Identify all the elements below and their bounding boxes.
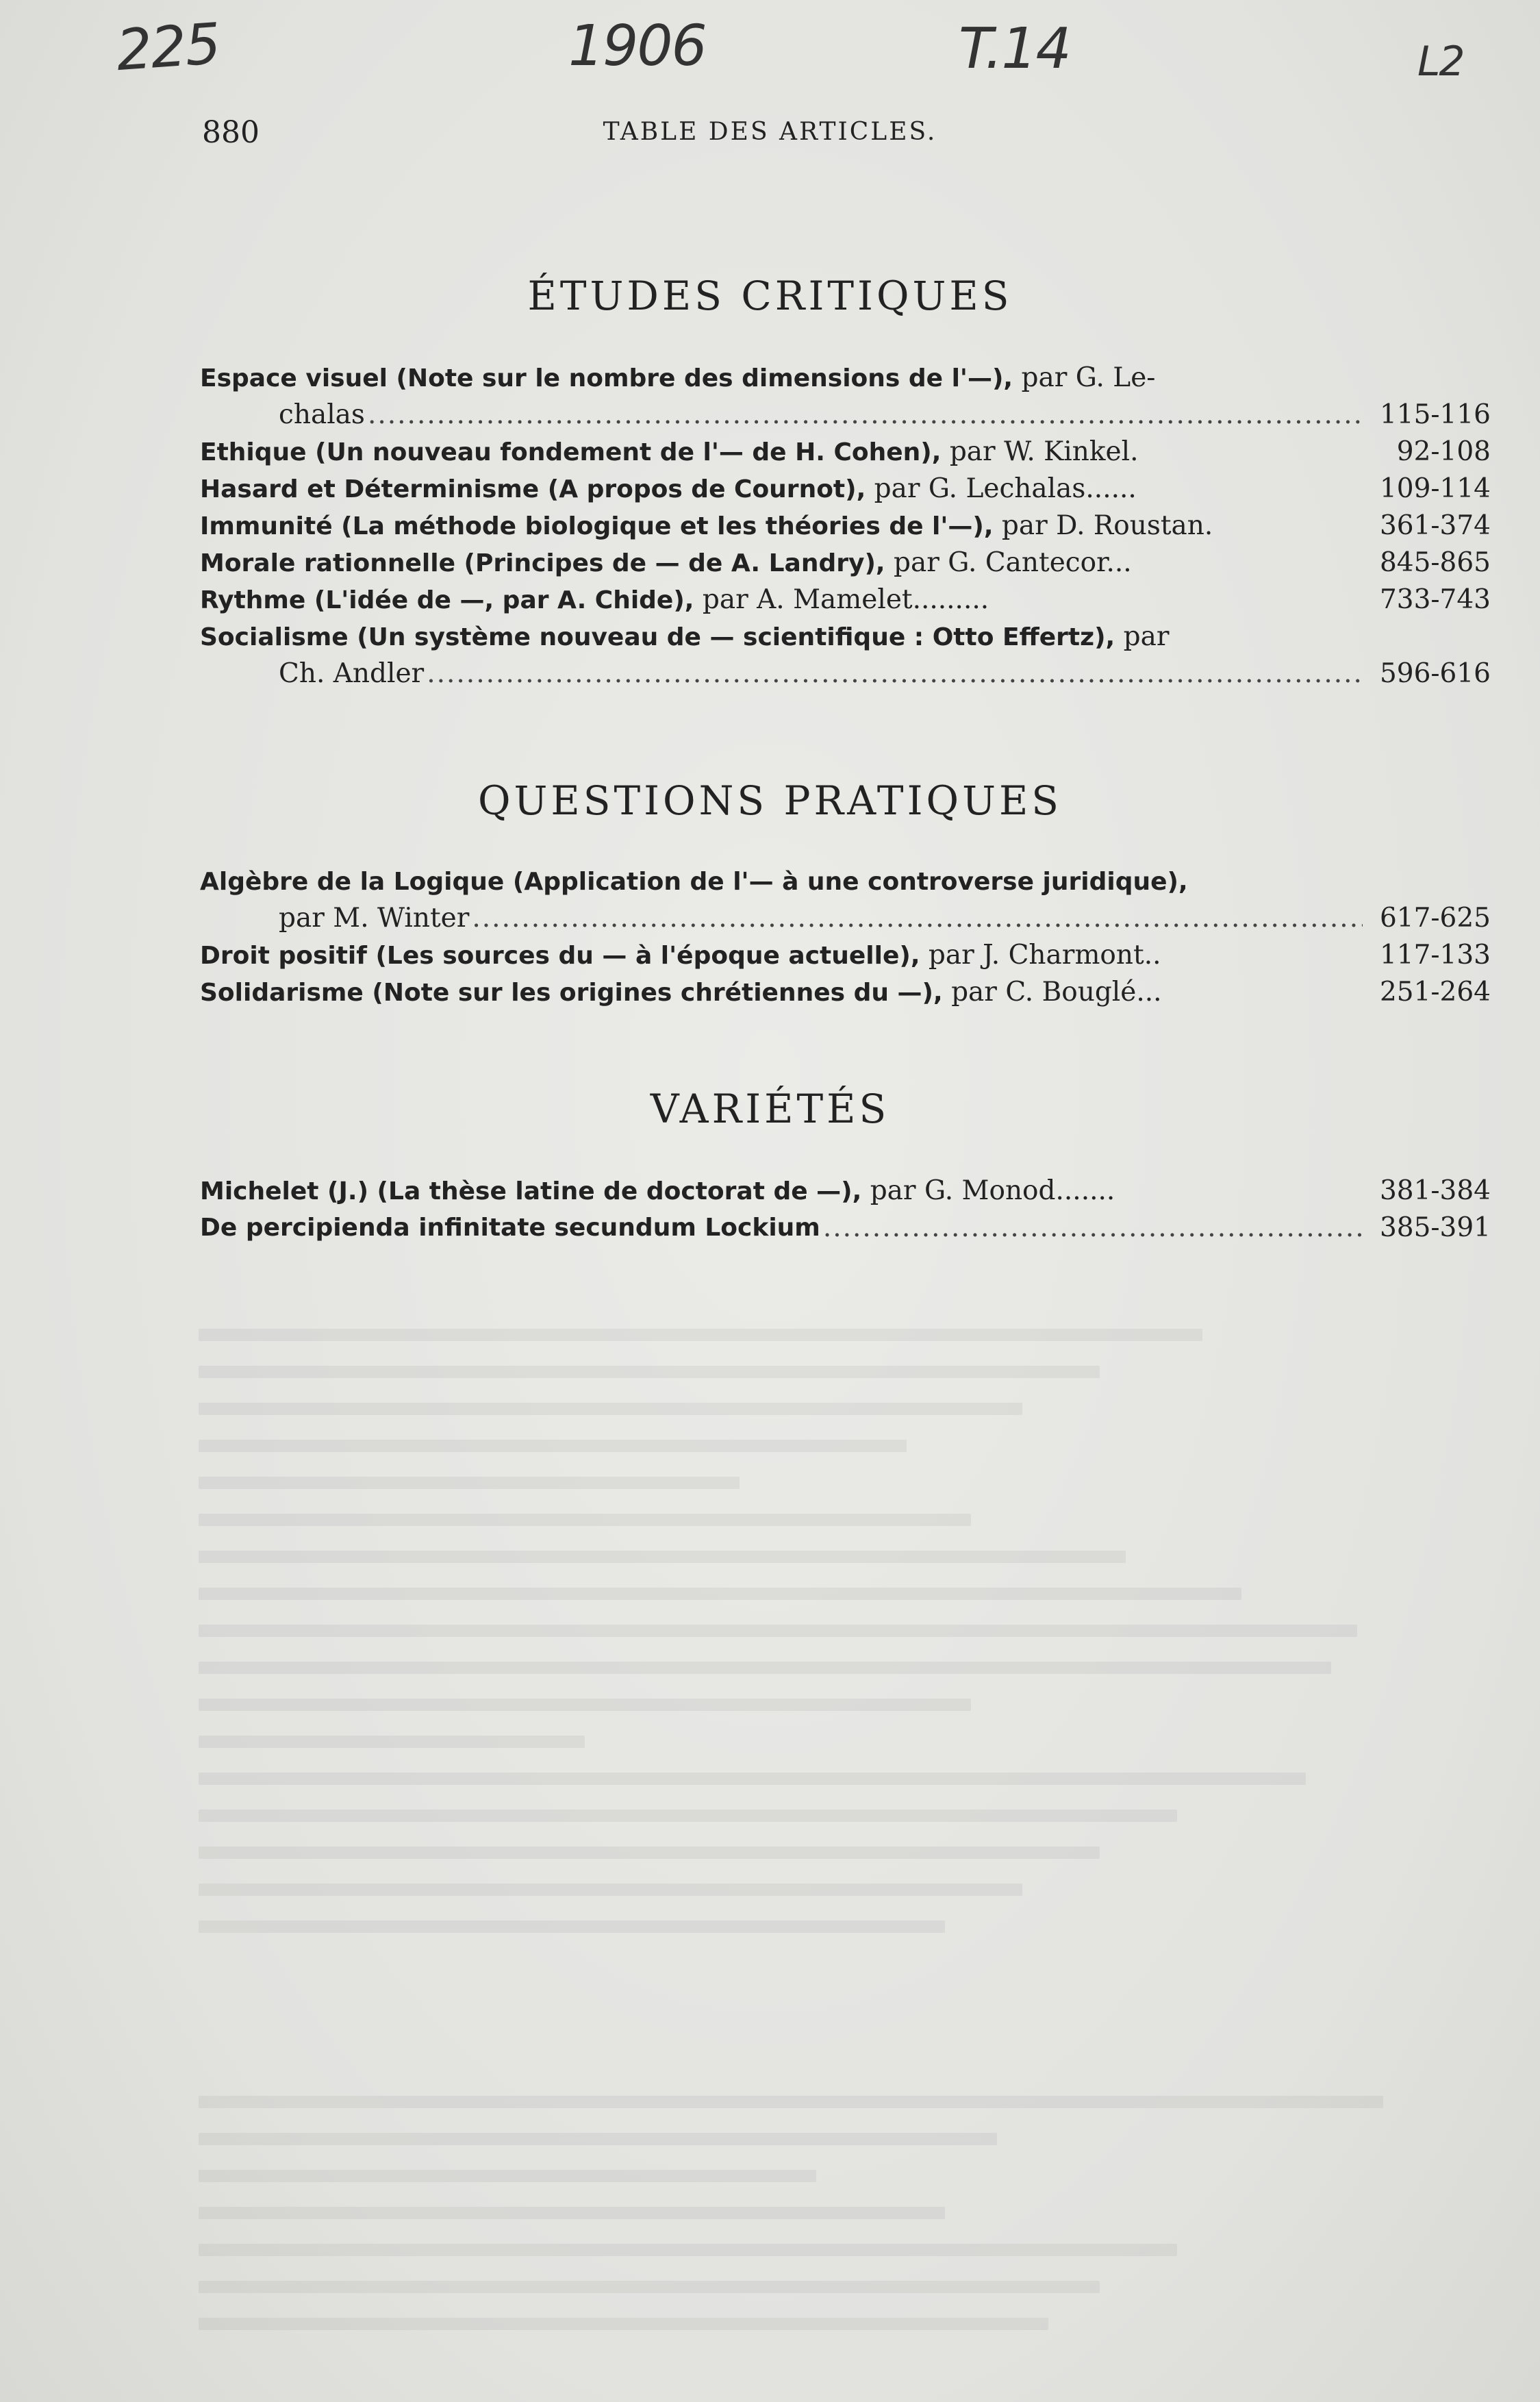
entry-subject: Michelet (J.) (La thèse latine de doctorat de —), <box>200 1177 862 1205</box>
section-entries-etudes-critiques <box>200 360 1491 692</box>
list-item <box>200 1173 1491 1210</box>
entry-subject: Droit positif (Les sources du — à l'époque actuelle), <box>200 942 920 970</box>
entry-subject: Espace visuel (Note sur le nombre des dimensions de l'—), <box>200 364 1013 392</box>
list-item <box>200 974 1491 1011</box>
list-item <box>200 863 1491 937</box>
entry-continuation: Ch. Andler <box>279 658 425 689</box>
section-title-questions-pratiques: QUESTIONS PRATIQUES <box>477 777 1063 824</box>
list-item <box>200 1210 1491 1247</box>
list-item <box>200 360 1491 434</box>
handwritten-note-corner: L2 <box>1417 38 1464 86</box>
list-item <box>200 545 1491 581</box>
entry-pages: 596-616 <box>1379 658 1491 689</box>
entry-subject: Algèbre de la Logique (Application de l'— à une controverse juridique), <box>200 868 1188 896</box>
leader-dots <box>472 900 1363 937</box>
bleed-through-text-lower <box>199 2096 1486 2097</box>
entry-continuation: chalas <box>279 399 365 430</box>
entry-subject: Hasard et Déterminisme (A propos de Cournot), <box>200 475 866 503</box>
entry-pages: 109-114 <box>1379 473 1491 504</box>
list-item <box>200 471 1491 508</box>
entry-author: par W. Kinkel. <box>941 436 1139 467</box>
entry-subject: Rythme (L'idée de —, par A. Chide), <box>200 586 694 614</box>
entry-continuation: par M. Winter <box>279 903 470 934</box>
entry-author: par J. Charmont.. <box>920 940 1161 971</box>
entry-pages: 117-133 <box>1379 940 1491 971</box>
handwritten-note-volume: T.14 <box>959 16 1070 82</box>
running-title: TABLE DES ARTICLES. <box>603 118 937 146</box>
handwritten-note-number: 225 <box>114 11 222 84</box>
entry-subject: Solidarisme (Note sur les origines chrétiennes du —), <box>200 979 943 1007</box>
leader-dots <box>427 655 1363 692</box>
entry-author: par D. Roustan. <box>993 510 1213 541</box>
list-item <box>200 508 1491 545</box>
page-number: 880 <box>202 115 260 150</box>
entry-author: par G. Le- <box>1013 362 1156 393</box>
entry-author: par <box>1115 621 1170 652</box>
entry-subject: Socialisme (Un système nouveau de — scientifique : Otto Effertz), <box>200 623 1115 651</box>
list-item <box>200 937 1491 974</box>
section-title-etudes-critiques: ÉTUDES CRITIQUES <box>527 273 1013 319</box>
entry-pages: 92-108 <box>1396 436 1491 467</box>
list-item <box>200 581 1491 618</box>
running-header <box>0 115 1540 156</box>
entry-pages: 845-865 <box>1379 547 1491 578</box>
entry-author: par A. Mamelet......... <box>694 584 989 615</box>
entry-author: par C. Bouglé... <box>942 977 1162 1008</box>
entry-pages: 385-391 <box>1379 1212 1491 1243</box>
handwritten-note-year: 1906 <box>568 14 706 79</box>
entry-subject: Ethique (Un nouveau fondement de l'— de H. Cohen), <box>200 438 942 466</box>
list-item <box>200 618 1491 692</box>
section-entries-questions-pratiques <box>200 863 1491 1011</box>
entry-pages: 251-264 <box>1379 977 1491 1008</box>
entry-author: par G. Lechalas...... <box>866 473 1137 504</box>
entry-author: par G. Monod....... <box>861 1175 1115 1206</box>
leader-dots <box>823 1210 1363 1247</box>
list-item <box>200 434 1491 471</box>
section-entries-varietes <box>200 1173 1491 1247</box>
entry-pages: 381-384 <box>1379 1175 1491 1206</box>
entry-author: par G. Cantecor... <box>885 547 1132 578</box>
entry-pages: 617-625 <box>1379 903 1491 934</box>
entry-pages: 733-743 <box>1379 584 1491 615</box>
entry-subject: Morale rationnelle (Principes de — de A. Landry), <box>200 549 885 577</box>
entry-subject: De percipienda infinitate secundum Lockium <box>200 1214 820 1242</box>
entry-subject: Immunité (La méthode biologique et les théories de l'—), <box>200 512 994 540</box>
section-title-varietes: VARIÉTÉS <box>650 1086 890 1132</box>
entry-pages: 361-374 <box>1379 510 1491 541</box>
leader-dots <box>368 397 1363 434</box>
entry-pages: 115-116 <box>1379 399 1491 430</box>
